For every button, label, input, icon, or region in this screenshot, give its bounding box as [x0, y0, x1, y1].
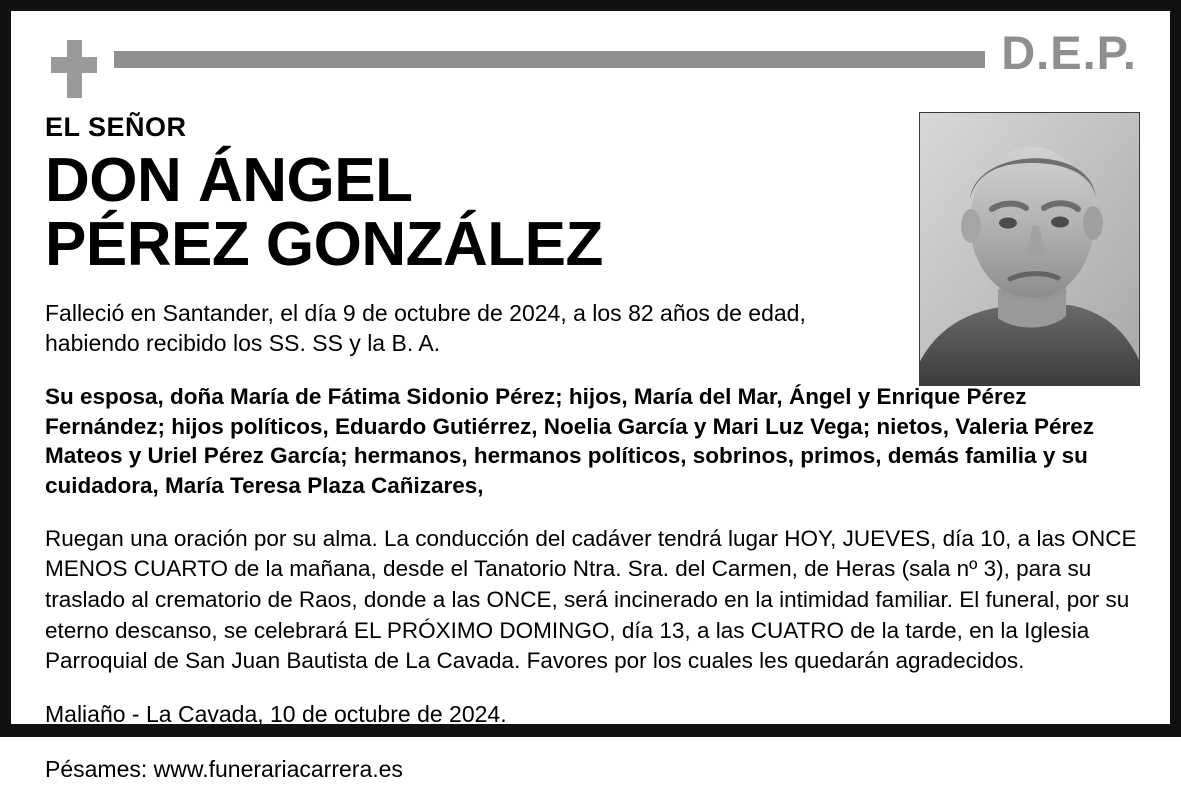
- obituary-content: [11, 11, 1170, 782]
- portrait-image: [920, 113, 1139, 385]
- page-title: [45, 146, 890, 279]
- family-list: Su esposa, doña María de Fátima Sidonio Pérez; hijos, María del Mar, Ángel y Enrique Pérez Fernández; hijos políticos, Eduardo Gutiérrez, Noelia García y Mari Luz Vega; nietos, Valeria Pérez Mateos y Uriel Pérez García; hermanos, hermanos políticos, sobrinos, primos, demás familia y su cuidadora, María Teresa Plaza Cañizares,: [45, 383, 1095, 499]
- portrait-photo: [919, 112, 1140, 386]
- cross-icon: [51, 40, 97, 98]
- border-right: [1170, 0, 1181, 737]
- place-date: Maliaño - La Cavada, 10 de octubre de 2024.: [45, 701, 507, 728]
- death-info: Falleció en Santander, el día 9 de octubre de 2024, a los 82 años de edad, habiendo recibido los SS. SS y la B. A.: [45, 299, 806, 357]
- obituary-text: [45, 111, 1137, 808]
- obituary-header: [11, 11, 1170, 106]
- eyebrow-label: EL SEÑOR: [45, 112, 187, 142]
- border-top: [0, 0, 1181, 11]
- header-rule: [114, 51, 985, 68]
- funeral-announcement: Ruegan una oración por su alma. La conducción del cadáver tendrá lugar HOY, JUEVES, día 10, a las ONCE MENOS CUARTO de la mañana, desde el Tanatorio Ntra. Sra. del Carmen, de Heras (sala nº 3), para su traslado al crematorio de Raos, donde a las ONCE, será incinerado en la intimidad familiar. El funeral, por su eterno descanso, se celebrará EL PRÓXIMO DOMINGO, día 13, a las CUATRO de la tarde, en la Iglesia Parroquial de San Juan Bautista de La Cavada. Favores por los cuales les quedarán agradecidos.: [45, 525, 1137, 674]
- dep-label: D.E.P.: [1001, 26, 1137, 79]
- name-line-1: DON ÁNGEL: [45, 146, 413, 216]
- condolences-link[interactable]: Pésames: www.funerariacarrera.es: [45, 755, 403, 782]
- border-left: [0, 0, 11, 737]
- name-line-2: PÉREZ GONZÁLEZ: [45, 209, 603, 279]
